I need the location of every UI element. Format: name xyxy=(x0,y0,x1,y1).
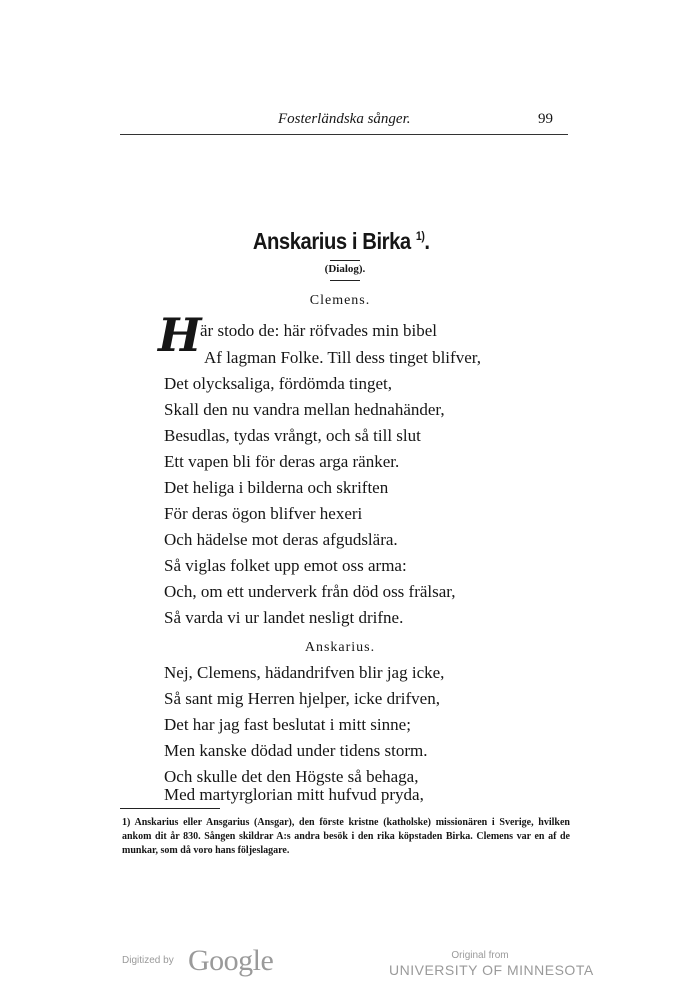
page-number: 99 xyxy=(538,111,553,127)
footnote-mark: 1) xyxy=(415,229,425,243)
university-label: UNIVERSITY OF MINNESOTA xyxy=(389,962,594,978)
speaker-anskarius: Anskarius. xyxy=(304,640,376,655)
footnote: 1) Anskarius eller Ansgarius (Ansgar), den förste kristne (katholske) missionären i Sverige, hvilken ankom dit år 830. Sången skildrar A:s andra besök i den rika köpstaden Birka. Clemens var en af de munkar, som då voro hans följeslagare. xyxy=(122,817,570,856)
digitized-by-label: Digitized by xyxy=(122,955,174,966)
footnote-rule xyxy=(120,808,220,809)
header-rule xyxy=(120,134,568,135)
verse-line: Nej, Clemens, hädandrifven blir jag icke, xyxy=(164,663,445,682)
running-head xyxy=(0,111,680,131)
verse-line: Men kanske dödad under tidens storm. xyxy=(164,741,428,760)
poem-title-text: Anskarius i Birka xyxy=(252,228,411,254)
verse-line: är stodo de: här röfvades min bibel xyxy=(200,321,437,340)
verse-line: Och skulle det den Högste så behaga, xyxy=(164,767,419,786)
verse-line: Så sant mig Herren hjelper, icke drifven, xyxy=(164,689,440,708)
verse-line: För deras ögon blifver hexeri xyxy=(164,504,363,523)
original-from-label: Original from xyxy=(451,950,509,961)
poem-title-period: . xyxy=(424,228,430,254)
verse-line: Och hädelse mot deras afgudslära. xyxy=(164,530,398,549)
verse-line: Det olycksaliga, fördömda tinget, xyxy=(164,374,393,393)
running-title: Fosterländska sånger. xyxy=(278,111,411,127)
verse-line: Det heliga i bilderna och skriften xyxy=(164,478,389,497)
verse-line: Skall den nu vandra mellan hednahänder, xyxy=(164,400,445,419)
poem-subtitle: (Dialog). xyxy=(324,263,366,275)
verse-line: Det har jag fast beslutat i mitt sinne; xyxy=(164,715,411,734)
verse-line: Så varda vi ur landet nesligt drifne. xyxy=(164,608,404,627)
speaker-clemens: Clemens. xyxy=(309,293,371,308)
poem-title xyxy=(42,228,640,255)
subtitle-rule xyxy=(330,280,360,281)
verse-line: Så viglas folket upp emot oss arma: xyxy=(164,556,407,575)
verse-line: Och, om ett underverk från död oss frälsar, xyxy=(164,582,456,601)
verse-line: Ett vapen bli för deras arga ränker. xyxy=(164,452,400,471)
title-rule xyxy=(330,260,360,261)
verse-line: Med martyrglorian mitt hufvud pryda, xyxy=(164,785,424,804)
verse-line: Af lagman Folke. Till dess tinget blifver, xyxy=(204,348,481,367)
verse-line: Besudlas, tydas vrångt, och så till slut xyxy=(164,426,421,445)
google-logo: Google xyxy=(188,944,274,977)
drop-cap: H xyxy=(158,308,202,362)
